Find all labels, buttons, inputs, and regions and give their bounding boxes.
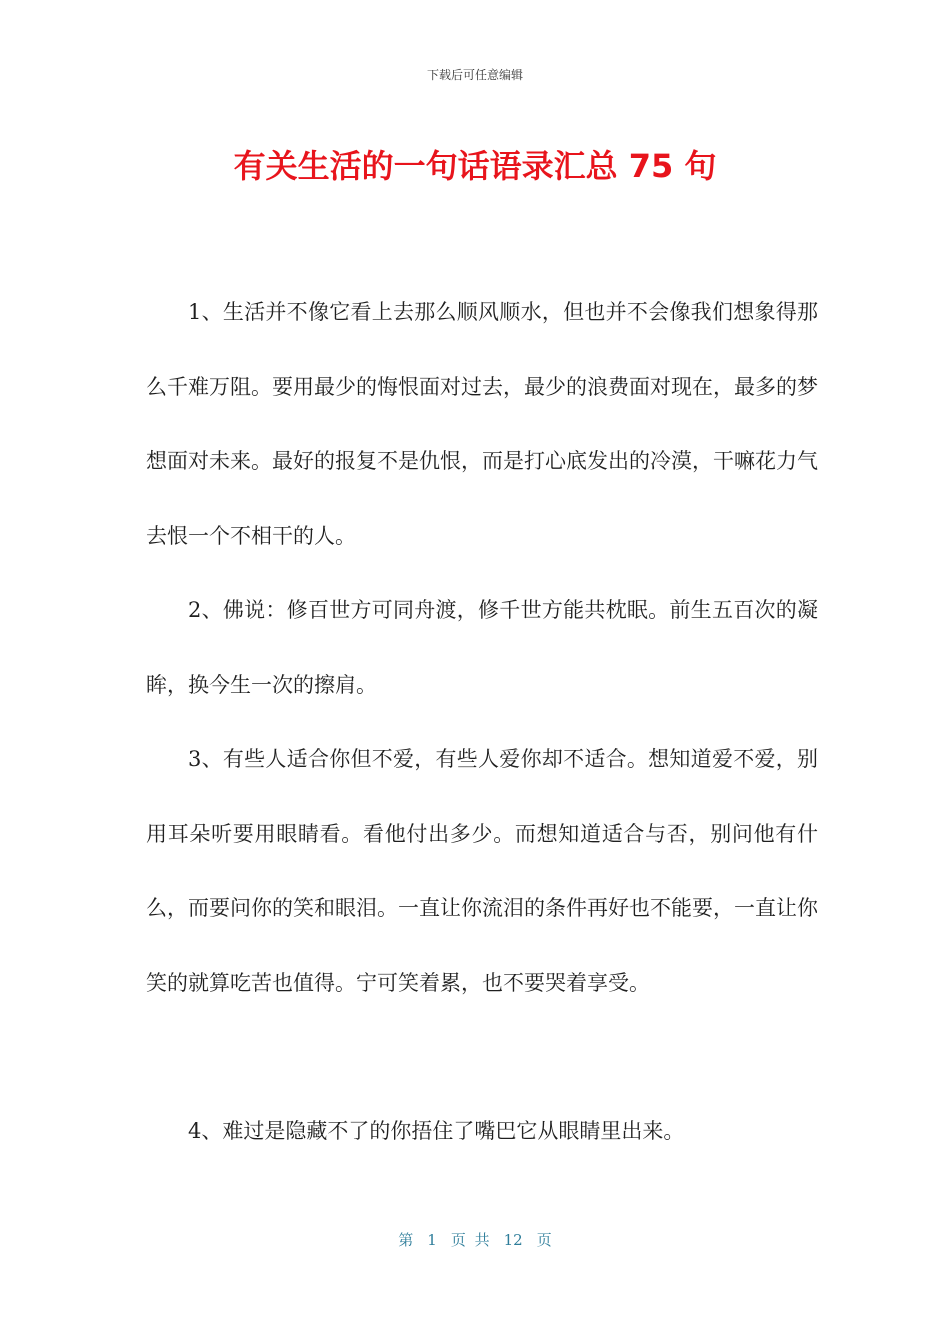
paragraph-1: 1、生活并不像它看上去那么顺风顺水，但也并不会像我们想象得那么千难万阻。要用最少的悔恨面对过去，最少的浪费面对现在，最多的梦想面对未来。最好的报复不是仇恨，而是打心底发出的冷漠，干嘛花力气去恨一个不相干的人。 (146, 300, 818, 548)
document-title: 有关生活的一句话语录汇总 75 句 (233, 147, 717, 185)
paragraph-4: 4、难过是隐藏不了的你捂住了嘴巴它从眼睛里出来。 (188, 1119, 685, 1143)
header-note: 下载后可任意编辑 (426, 68, 523, 82)
footer-prefix: 第 (398, 1231, 414, 1249)
paragraph-2: 2、佛说：修百世方可同舟渡，修千世方能共枕眠。前生五百次的凝眸，换今生一次的擦肩。 (146, 598, 818, 697)
page-footer (0, 1229, 950, 1250)
paragraph-3: 3、有些人适合你但不爱，有些人爱你却不适合。想知道爱不爱，别用耳朵听要用眼睛看。看他付出多少。而想知道适合与否，别问他有什么，而要问你的笑和眼泪。一直让你流泪的条件再好也不能要，一直让你笑的就算吃苦也值得。宁可笑着累，也不要哭着享受。 (146, 747, 818, 995)
total-pages-number: 12 (503, 1231, 523, 1249)
current-page-number: 1 (427, 1231, 437, 1249)
footer-middle: 页 共 (450, 1231, 490, 1249)
document-body (146, 275, 818, 1169)
footer-suffix: 页 (536, 1231, 552, 1249)
